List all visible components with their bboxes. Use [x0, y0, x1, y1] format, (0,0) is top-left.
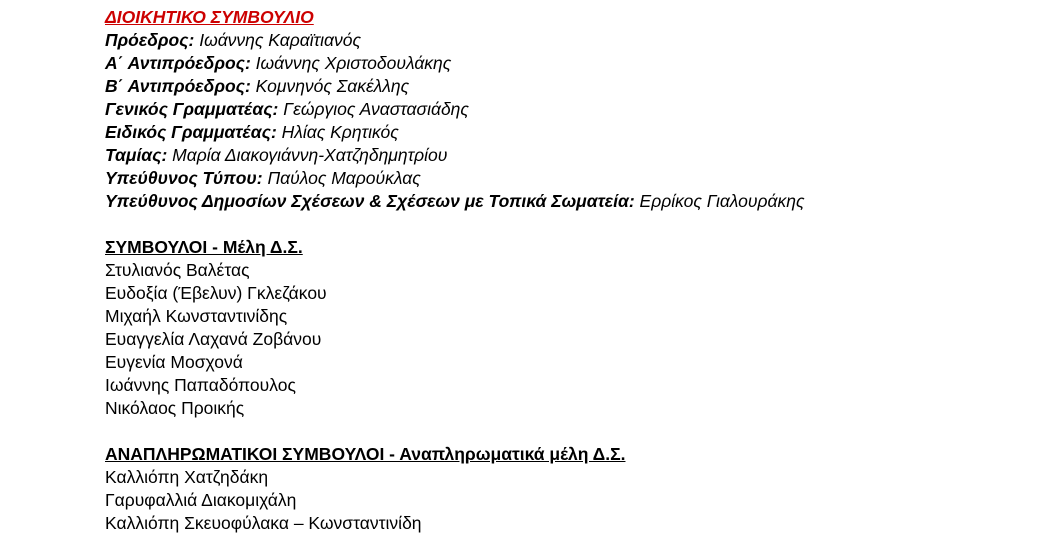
board-role-row — [105, 29, 1045, 52]
board-role-row — [105, 190, 1045, 213]
board-role-row — [105, 121, 1045, 144]
role-label: Β΄ Αντιπρόεδρος: — [105, 76, 251, 96]
board-role-row — [105, 144, 1045, 167]
member-name: Νικόλαος Προικής — [105, 398, 245, 418]
role-label: Γενικός Γραμματέας: — [105, 99, 279, 119]
alternate-member-name: Καλλιόπη Σκευοφύλακα – Κωνσταντινίδη — [105, 513, 422, 533]
member-name: Ευγενία Μοσχονά — [105, 352, 243, 372]
member-name: Ευαγγελία Λαχανά Ζοβάνου — [105, 329, 322, 349]
alternate-member-name: Καλλιόπη Χατζηδάκη — [105, 467, 269, 487]
member-name: Μιχαήλ Κωνσταντινίδης — [105, 306, 288, 326]
role-holder-name: Γεώργιος Αναστασιάδης — [278, 99, 469, 119]
alternates-heading: ΑΝΑΠΛΗΡΩΜΑΤΙΚΟΙ ΣΥΜΒΟΥΛΟΙ - Αναπληρωματικά μέλη Δ.Σ. — [105, 444, 626, 464]
role-label: Υπεύθυνος Δημοσίων Σχέσεων & Σχέσεων με Τοπικά Σωματεία: — [105, 191, 635, 211]
role-holder-name: Κομνηνός Σακέλλης — [250, 76, 410, 96]
role-label: Α΄ Αντιπρόεδρος: — [105, 53, 251, 73]
role-label: Πρόεδρος: — [105, 30, 195, 50]
role-label: Υπεύθυνος Τύπου: — [105, 168, 263, 188]
member-name: Ιωάννης Παπαδόπουλος — [105, 375, 296, 395]
board-document — [105, 6, 1045, 535]
members-heading: ΣΥΜΒΟΥΛΟΙ - Μέλη Δ.Σ. — [105, 237, 303, 257]
board-role-row — [105, 75, 1045, 98]
role-holder-name: Ιωάννης Καραϊτιανός — [194, 30, 362, 50]
board-role-row — [105, 167, 1045, 190]
role-holder-name: Ηλίας Κρητικός — [276, 122, 399, 142]
section-spacer — [105, 420, 1045, 443]
role-holder-name: Ιωάννης Χριστοδουλάκης — [250, 53, 452, 73]
role-holder-name: Μαρία Διακογιάννη-Χατζηδημητρίου — [167, 145, 448, 165]
role-label: Ταμίας: — [105, 145, 168, 165]
board-role-row — [105, 98, 1045, 121]
board-heading: ΔΙΟΙΚΗΤΙΚΟ ΣΥΜΒΟΥΛΙΟ — [105, 7, 314, 27]
role-holder-name: Παύλος Μαρούκλας — [262, 168, 421, 188]
section-spacer — [105, 213, 1045, 236]
board-role-row — [105, 52, 1045, 75]
member-name: Ευδοξία (Έβελυν) Γκλεζάκου — [105, 283, 327, 303]
role-label: Ειδικός Γραμματέας: — [105, 122, 277, 142]
member-name: Στυλιανός Βαλέτας — [105, 260, 250, 280]
role-holder-name: Ερρίκος Γιαλουράκης — [634, 191, 805, 211]
alternate-member-name: Γαρυφαλλιά Διακομιχάλη — [105, 490, 297, 510]
